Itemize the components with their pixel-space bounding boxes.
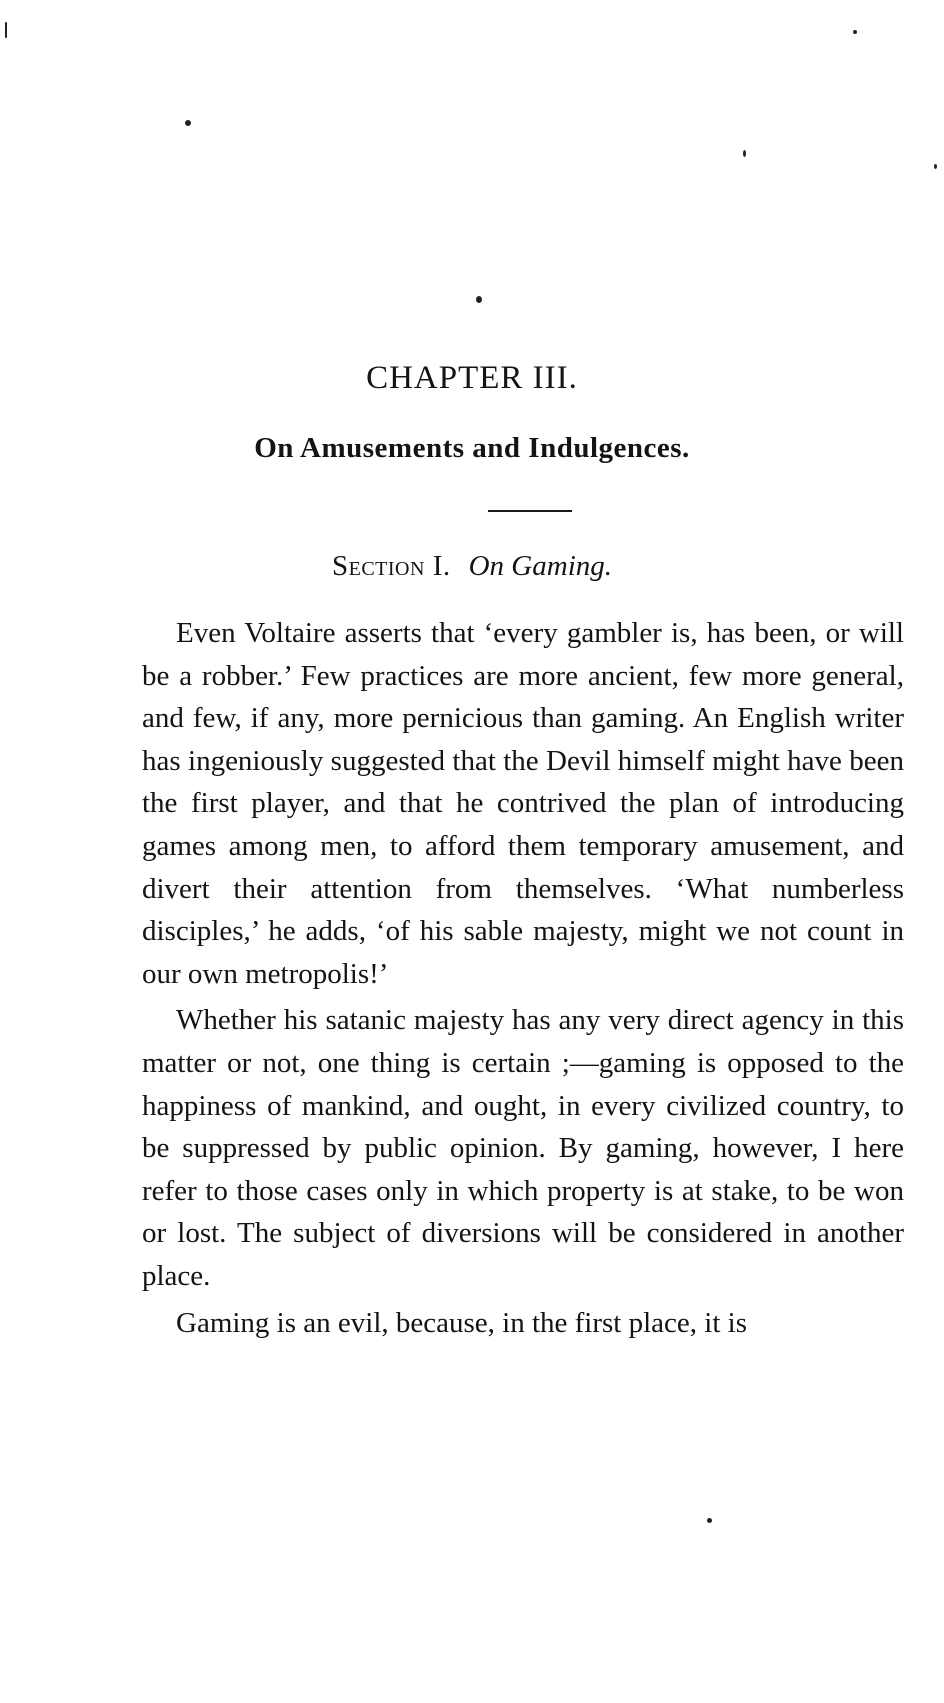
ink-speck xyxy=(934,164,937,169)
paragraph: Whether his satanic majesty has any very direct agency in this matter or not, one thing is certain ;—gaming is opposed to the happiness of mankind, and ought, in every civilized country, to be suppressed by public opinion. By gaming, however, I here refer to those cases only in which property is at stake, to be won or lost. The subject of diversions will be considered in another place. xyxy=(142,1004,904,1292)
section-title: On Gaming. xyxy=(468,550,612,582)
body-text xyxy=(142,612,904,1344)
section-heading xyxy=(0,550,944,583)
chapter-subtitle: On Amusements and Indulgences. xyxy=(254,432,690,464)
ink-speck xyxy=(707,1518,712,1523)
ink-speck xyxy=(476,296,482,303)
ink-speck xyxy=(743,150,746,157)
ink-speck xyxy=(185,120,191,126)
paragraph: Gaming is an evil, because, in the first place, it is xyxy=(176,1306,747,1339)
ink-speck xyxy=(853,30,857,34)
divider-rule xyxy=(488,510,572,512)
chapter-title: CHAPTER III. xyxy=(366,360,578,396)
ink-speck xyxy=(5,22,7,38)
section-label: Section I. xyxy=(332,550,451,582)
paragraph: Even Voltaire asserts that ‘every gambler is, has been, or will be a robber.’ Few practices are more ancient, few more general, and few, if any, more pernicious than gaming. An English writer has ingeniously suggested that the Devil himself might have been the first player, and that he contrived the plan of introducing games among men, to afford them temporary amusement, and divert their attention from themselves. ‘What numberless disciples,’ he adds, ‘of his sable majesty, might we not count in our own metropolis!’ xyxy=(142,617,904,990)
